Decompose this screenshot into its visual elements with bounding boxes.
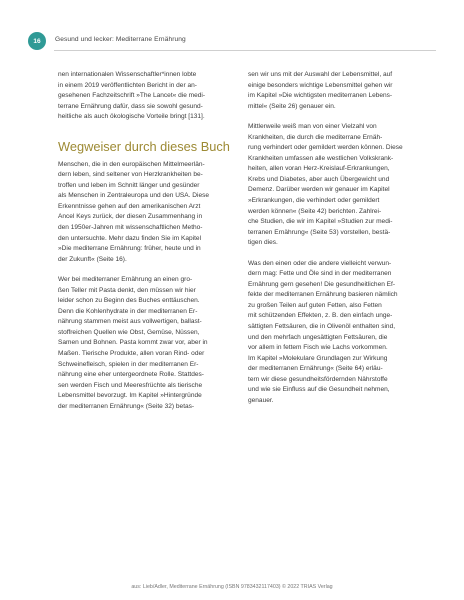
header-divider [54, 50, 436, 51]
text-line: »Die mediterrane Ernährung: früher, heute und in [58, 245, 201, 253]
text-line: Ernährung gern gesehen! Die gesundheitlichen Ef- [248, 280, 396, 288]
text-line: sen werden Fisch und Meeresfrüchte als tierische [58, 381, 203, 389]
page-number-badge: 16 [28, 32, 46, 50]
text-line: genauer. [248, 396, 274, 404]
paragraph [58, 275, 238, 412]
text-line: nährung eine eher untergeordnete Rolle. Stattdes- [58, 371, 204, 379]
text-line: nährung stammen meist aus vollwertigen, ballast- [58, 318, 202, 326]
text-line: der mediterranen Ernährung« (Seite 32) betas- [58, 402, 195, 410]
text-line: sen wir uns mit der Auswahl der Lebensmittel, auf [248, 71, 393, 78]
text-line: Maßen. Tierische Produkte, allen voran Rind- oder [58, 350, 205, 358]
text-line: und wie sie Einfluss auf die Gesundheit nehmen, [248, 386, 390, 394]
text-line: Im Kapitel »Molekulare Grundlagen zur Wirkung [248, 354, 388, 362]
text-line: Ancel Keys zurück, der diesen Zusammenhang in [58, 213, 203, 221]
text-line: der mediterranen Ernährung« (Seite 64) erläu- [248, 365, 383, 373]
text-line: nen internationalen Wissenschaftler*innen lobte [58, 71, 197, 78]
text-line: sättigten Fettsäuren, die in Olivenöl enthalten sind, [248, 323, 396, 331]
text-line: heiten, allen voran Herz-Kreislauf-Erkrankungen, [248, 165, 390, 173]
text-line: im Kapitel »Die wichtigsten mediterranen Lebens- [248, 92, 393, 100]
text-line: Mittlerweile weiß man von einer Vielzahl von [248, 123, 377, 131]
page-header [28, 30, 436, 50]
text-line: Krankheiten, die durch die mediterrane Ernäh- [248, 133, 383, 141]
text-line: zu großen Teilen auf guten Fetten, also Fetten [248, 301, 382, 309]
text-line: den 1950er-Jahren mit wissenschaftlichen Metho- [58, 224, 203, 232]
spacer [58, 265, 238, 275]
spacer [248, 249, 426, 259]
text-line: stoffreichen Quellen wie Obst, Gemüse, Nüssen, [58, 328, 200, 336]
text-line: Was den einen oder die andere vielleicht verwun- [248, 259, 392, 267]
spacer [248, 112, 426, 122]
text-line: dern mag: Fette und Öle sind in der mediterranen [248, 270, 392, 278]
text-line: einige besonders wichtige Lebensmittel gehen wir [248, 81, 393, 89]
text-line: terranen Ernährung« (Seite 53) vorstellen, bestä- [248, 228, 391, 236]
text-line: tigen dies. [248, 239, 278, 247]
text-line: terrane Ernährung dafür, dass sie sowohl gesund- [58, 102, 203, 110]
running-head: Gesund und lecker: Mediterrane Ernährung [55, 36, 186, 43]
text-line: mit schützenden Effekten, z. B. den einfach unge- [248, 312, 393, 320]
intro-paragraph [58, 70, 238, 123]
text-line: che Studien, die wir im Kapitel »Studien zur medi- [248, 218, 393, 226]
text-line: heitliche als auch ökologische Vorteile bringt [131]. [58, 113, 205, 121]
text-line: rung verhindert oder gemildert werden können. Diese [248, 144, 403, 152]
text-line: gesehenen Fachzeitschrift »The Lancet« die medi- [58, 92, 206, 100]
text-line: mittel« (Seite 26) genauer ein. [248, 102, 336, 110]
text-line: Krebs und Diabetes, aber auch Übergewicht und [248, 175, 390, 183]
text-line: Menschen, die in den europäischen Mittelmeerlän- [58, 160, 205, 168]
text-line: leider schon zu Beginn des Buches enttäuschen. [58, 297, 200, 305]
text-line: der Zukunft« (Seite 16). [58, 255, 127, 263]
paragraph [248, 122, 426, 249]
text-line: als Menschen in Zentraleuropa und den USA. Diese [58, 192, 210, 200]
text-line: den untersuchte. Mehr dazu finden Sie im Kapitel [58, 234, 202, 242]
text-line: dern leben, sind seltener von Herzkrankheiten be- [58, 171, 203, 179]
right-column [248, 70, 426, 406]
paragraph [248, 70, 426, 112]
spacer [58, 123, 238, 137]
text-line: vor allem in fettem Fisch wie Lachs vorkommen. [248, 344, 388, 352]
page-footer: aus: Lieb/Adler, Mediterrane Ernährung (ISBN 9783432117403) © 2022 TRIAS Verlag [131, 584, 333, 590]
paragraph [248, 259, 426, 407]
paragraph [58, 160, 238, 265]
text-line: in einem 2019 veröffentlichten Bericht in der an- [58, 81, 197, 89]
text-line: Erkenntnisse gehen auf den amerikanischen Arzt [58, 202, 201, 210]
text-line: Samen und Bohnen. Pasta kommt zwar vor, aber in [58, 339, 208, 347]
text-line: tern wir diese gesundheitsfördernden Nährstoffe [248, 375, 388, 383]
text-line: Demenz. Darüber werden wir genauer im Kapitel [248, 186, 390, 194]
text-line: ßen Teller mit Pasta denkt, den müssen wir hier [58, 286, 196, 294]
text-line: troffen und leben im Schnitt länger und gesünder [58, 181, 200, 189]
text-line: fekte der mediterranen Ernährung basieren nämlich [248, 291, 398, 299]
text-line: Denn die Kohlenhydrate in der mediterranen Er- [58, 307, 198, 315]
text-line: Lebensmittel bevorzugt. Im Kapitel »Hintergründe [58, 392, 202, 400]
text-line: werden können« (Seite 42) berichten. Zahlrei- [248, 207, 382, 215]
section-heading: Wegweiser durch dieses Buch [58, 138, 230, 154]
text-line: »Erkrankungen, die verhindert oder gemildert [248, 197, 380, 205]
text-line: und den mehrfach ungesättigten Fettsäuren, die [248, 333, 388, 341]
text-line: Wer bei mediterraner Ernährung an einen gro- [58, 276, 193, 284]
text-line: Krankheiten umfassen alle westlichen Volkskrank- [248, 154, 394, 162]
left-column [58, 70, 238, 412]
text-line: Schweinefleisch, spielen in der mediterranen Er- [58, 360, 199, 368]
